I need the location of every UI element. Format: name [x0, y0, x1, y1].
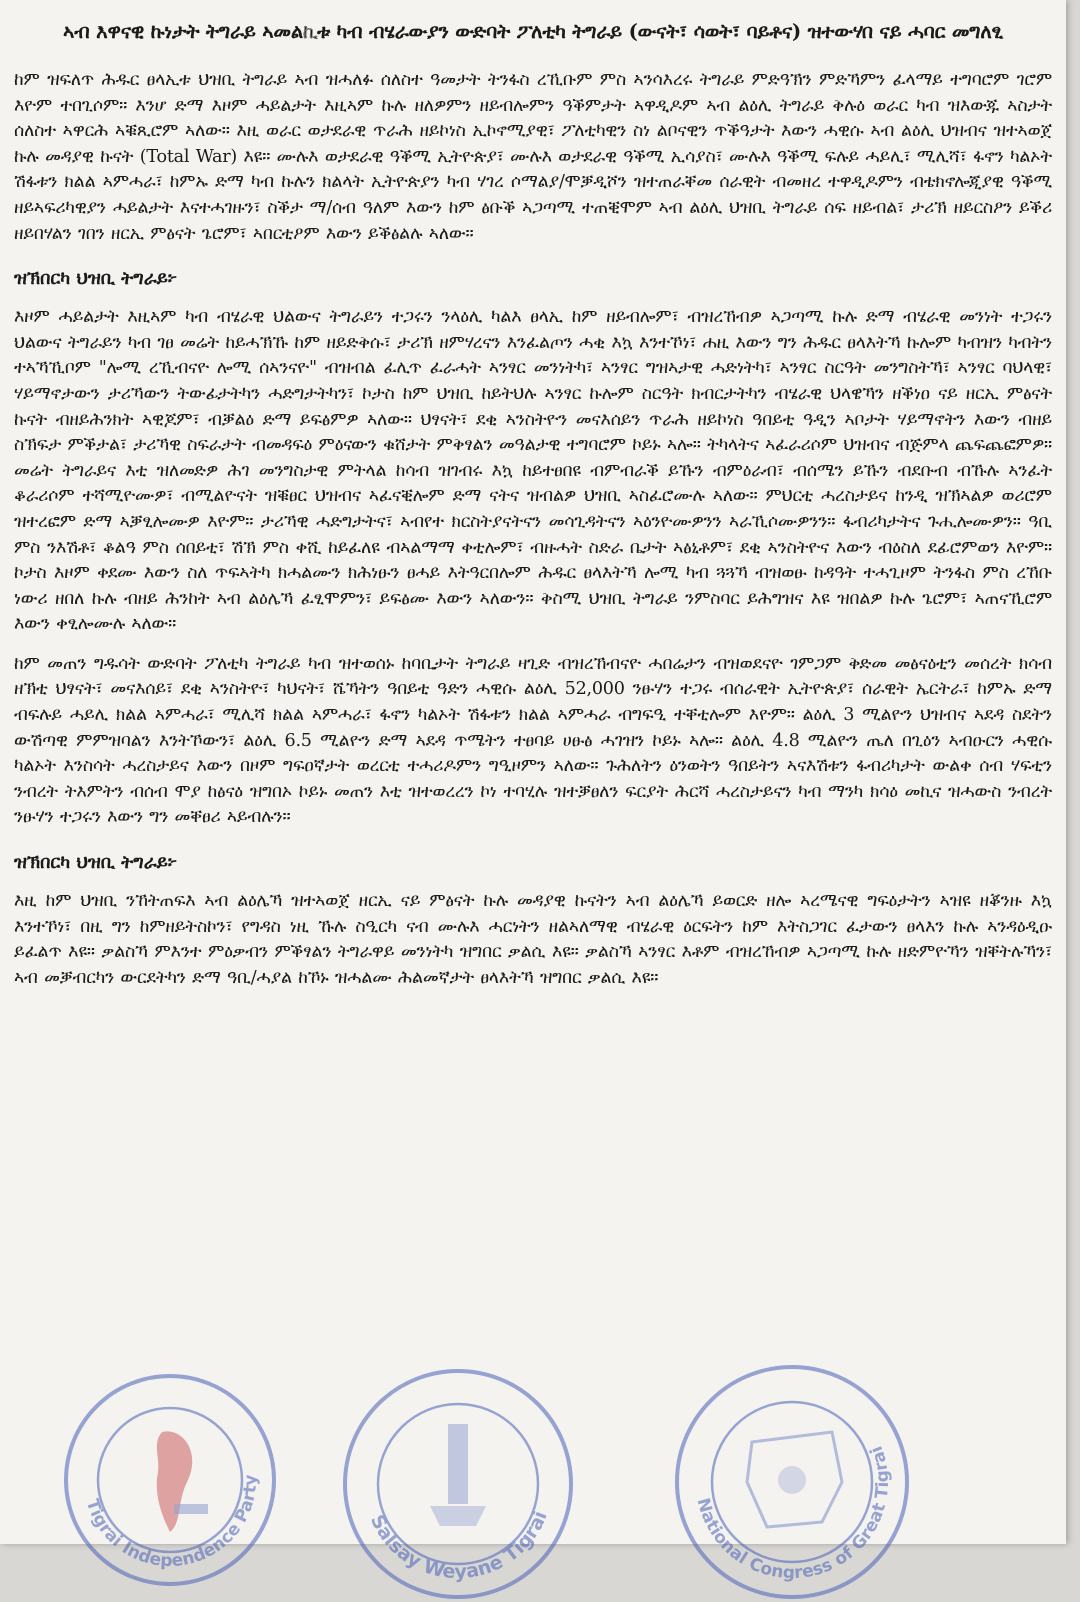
document-title: ኣብ እዋናዊ ኩነታት ትግራይ ኣመልኪቱ ካብ ብሄራውያን ውድባት ፖለቲካ ትግራይ (ውናት፣ ሳወት፣ ባይቶና) ዝተውሃበ ናይ ሓባር መግለፂ — [63, 20, 1003, 43]
salsay-weyane-tigrai-stamp — [340, 1366, 576, 1602]
stamp-3-text: National Congress of Great Tigrai — [692, 1443, 894, 1584]
paragraph-1: ከም ዝፍለጥ ሕዱር ፀላኢቱ ህዝቢ ትግራይ ኣብ ዝሓለፉ ሰለስተ ዓመታት ትንፋስ ረኺቡም ምስ ኣንሳእረሩ ትግራይ ምድዓኽን ምድኻምን ፈላማይ ተግባሮም ገሮም እዮም ተበጊሶም። እንሆ ድማ እዞም ሓይልታት እዚኣም ኩሉ ዘለዎምን ዘይብሎምን ዓቕምታት ኣዋዲዶም ኣብ ልዕሊ ትግራይ ቅሉዕ ወራር ካብ ዝእውጁ ኣስታት ሰለስተ ኣዋርሕ ኣቑጺሮም ኣለው። እዚ ወራር ወታደራዊ ጥራሕ ዘይኮነስ ኢኮኖሚያዊ፣ ፖለቲካዊን ስነ ልቦናዊን ጥቕዓታት እውን ሓዊሱ ኣብ ልዕሊ ህዝብና ዝተኣወጀ ኩሉ መዳያዊ ኩናት (Total War) እዩ። ሙሉእ ወታደራዊ ዓቕሚ ኢትዮጵያ፣ ሙሉእ ወታደራዊ ዓቕሚ ኢሳያስ፣ ሙሉእ ዓቕሚ ፍሉይ ሓይሊ፣ ሚሊሻ፣ ፋኖን ካልኦት ሽፋቱን ክልል ኣምሓራ፣ ከምኡ ድማ ካብ ኩሉን ክልላት ኢትዮጵያን ካብ ሃገረ ሶማልያ/ሞቓዲሾን ዝተጠራቐመ ሰራዊት ብመዘረ ተዋዲዶምን ብቴክኖሎጂያዊ ዓቕሚ ዘይኣፍሪካዊያን ሓይልታት እናተሓገዙን፣ ስቕታ ማ/ሰብ ዓለም እውን ከም ፅቡቕ ኣጋጣሚ ተጠቒሞም ኣብ ልዕሊ ህዝቢ ትግራይ ሰፍ ዘይብል፣ ታሪኽ ዘይርስዖን ይቕሪ ዘይበሃልን ገበን ዘርኢ ምፅናት ጌሮም፣ ኣበርቲዖም እውን ይቕፅልሉ ኣለው። — [14, 70, 1052, 244]
document-body — [14, 10, 1052, 1005]
stamp-2-text: Salsay Weyane Tigrai — [365, 1508, 552, 1584]
national-congress-of-great-tigrai-stamp — [672, 1362, 912, 1602]
tigrai-independence-party-stamp — [62, 1372, 278, 1588]
map-emblem-icon — [747, 1432, 842, 1527]
paragraph-2: እዞም ሓይልታት እዚኣም ካብ ብሄራዊ ህልውና ትግራይን ተጋሩን ንላዕሊ ካልእ ፀላኢ ከም ዘይብሎም፣ ብዝረኸብዎ ኣጋጣሚ ኩሉ ድማ ብሄራዊ መንነት ተጋሩን ህልውና ትግራይን ካብ ገፀ መሬት ከይሓኽኹ ከም ዘይድቅሱ፣ ታሪኽ ዘምሃረናን እንፈልጦን ሓቂ እኳ እንተኾነ፣ ሐዚ እውን ግን ሕዱር ፀላእትኻ ኩሎም ካብዝን ካብትን ተኣኻኺቦም "ሎሚ ረኺብናዮ ሎሚ ሰኣንናዮ" ብዝብል ፈሊጥ ፈራሓት ኣንፃር መንነትካ፣ ኣንፃር ግዝኣታዊ ሓድነትካ፣ ኣንፃር ስርዓት መንግስትኻ፣ ኣንፃር ባህላዊ፣ ሃይማኖታውን ታሪኻውን ትውፊታትካን ሓድግታትካን፣ ኮታስ ከም ህዝቢ ከይትህሉ ኣንፃር ኩሎም ስርዓት ክብርታትካን ብሄራዊ ህላዌኻን ዘቕነዐ ናይ ዘርኢ ምፅናት ኩናት ብዘይሕንክት ኣዊጆም፣ ብቓልዕ ድማ ይፍፅምዎ ኣለው። ህፃናት፣ ደቂ ኣንስትዮን መናእሰይን ጥራሕ ዘይኮነስ ዓበይቲ ዓዲን ኣቦታት ሃይማኖትን እውን ብዘይ ስኽፍታ ምቕታል፣ ታሪኻዊ ስፍራታት ብመዳፍዕ ምዕናውን ቁሸታት ምቅፃልን መዓልታዊ ተግባሮም ኮይኑ ኣሎ። ትካላትና ኣፈራሪሶም ህዝብና ብጅምላ ጨፍጨፎምዎ። መሬት ትግራይና እቲ ዝለመድዎ ሕገ መንግስታዊ ምትላል ከሳብ ዝገብሩ እኳ ከይተፀበዩ ብምብራቕ ይኹን ብምዕራብ፣ ብሰሜን ይኹን ብደቡብ ብኹሉ ኣንፈት ቆራሪሶም ተሻሚዮሙዎ፣ ብሚልዮናት ዝቑፀር ህዝብና ኣፈናቒሎም ድማ ናትና ዝብልዎ ህዝቢ ኣስፈሮሙሉ ኣለው። ምህርቲ ሓረስታይና ከንዲ ዝኽኣልዎ ወሪሮም ዝተረፎም ድማ ኣቓፂሎሙዎ እዮም። ታሪኻዊ ሓድግታትና፣ ኣብየተ ክርስትያናትናን መሳጊዳትናን ኣዕንዮሙዎንን ኣራኺሶሙዎንን። ፋብሪካታትና ጉሒሎሙዎን። ዓቢ ምስ ንእሽቶ፣ ቆልዓ ምስ ሰበይቲ፣ ሽኽ ምስ ቀሺ ከይፈለዩ ብኣልማማ ቀቲሎም፣ ብዙሓት ስድራ ቤታት ኣፅኒቶም፣ ደቂ ኣንስትዮና እውን ብዕስለ ደፊሮምወን እዮም። ኮታስ እዞም ቀደሙ እውን ስለ ጥፍኣትካ ክሓልሙን ክሕነፁን ፀሓይ እትዓርበሎም ሕዱር ፀላእትኻ ሎሚ ካብ ጓጓኻ ብዝወፁ ከዳዓት ተሓጊዞም ትንፋስ ምስ ረኸቡ ነውሪ ዘበለ ኩሉ ብዘይ ሕንከት ኣብ ልዕሌኻ ፈፂሞምን፣ ይፍፅሙ እውን ኣለውን። ቅስሚ ህዝቢ ትግራይ ንምስባር ይሕግዝና እዩ ዝበልዎ ኩሉ ጌሮም፣ ኣጠናኺሮም እውን ቀፂሎሙሉ ኣለው። — [14, 307, 1052, 635]
section-heading-2: ዝኽበርካ ህዝቢ ትግራይ፦ — [14, 852, 178, 874]
section-heading-1: ዝኽበርካ ህዝቢ ትግራይ፦ — [14, 268, 178, 290]
paragraph-3: ከም መጠን ግዱሳት ውድባት ፖለቲካ ትግራይ ካብ ዝተወሰኑ ከባቢታት ትግራይ ዛጊድ ብዝረኸብናዮ ሓበሬታን ብዝወደናዮ ገምጋም ቅድመ መፅናዕቲን መሰረት ክሳብ ዘኽቲ ህፃናት፣ መናእሰይ፣ ደቂ ኣንስትዮ፣ ካህናት፣ ሼኻትን ዓበይቲ ዓድን ሓዊሱ ልዕሊ 52,000 ንፁሃን ተጋሩ ብሰራዊት ኢትዮጵያ፣ ሰራዊት ኤርትራ፣ ከምኡ ድማ ብፍሉይ ሓይሊ ክልል ኣምሓራ፣ ሚሊሻ ክልል ኣምሓራ፣ ፋኖን ካልኦት ሽፋቱን ክልል ኣምሓራ ብግፍዒ ተቐቲሎም እዮም። ልዕሊ 3 ሚልዮን ህዝብና ኣደዳ ስደትን ውሽጣዊ ምምዝባልን እንትኾውን፣ ልዕሊ 6.5 ሚልዮን ድማ ኣደዳ ጥሜትን ተፀባይ ሀፁፅ ሓገዝን ኮይኑ ኣሎ። ልዕሊ 4.8 ሚልዮን ጤለ በጊዕን ኣብዑርን ሓዊሱ ካልኦት እንስሳት ሓረስታይና እውን በዞም ግፍዐኛታት ወረርቲ ተሓሪዶምን ግዒዞምን ኣለው። ጉሕለትን ዕንወትን ዓበይትን ኣናእሽቱን ፋብሪካታት ውልቀ ሰብ ሃፍቲን ንብረት ትእምትን ብሰብ ሞያ ከፅናዕ ዝግበኦ ኮይኑ መጠን እቲ ዝተወረረን ኮነ ተባሂሉ ዝተቓፀለን ፍርያት ሕርሻ ሓረስታይናን ካብ ማንካ ክሳዕ መኪና ዝሓውስ ንብረት ንፁሃን ተጋሩን እውን ግን መቐፀሪ ኣይብሉን። — [14, 653, 1052, 828]
obelisk-emblem-icon — [430, 1424, 486, 1526]
torch-emblem-icon — [157, 1431, 208, 1532]
stamp-1-text: Tigrai Independence Party — [81, 1474, 262, 1572]
paragraph-4: እዚ ከም ህዝቢ ንኸትጠፍእ ኣብ ልዕሌኻ ዝተኣወጀ ዘርኢ ናይ ምፅናት ኩሉ መዳያዊ ኩናትን ኣብ ልዕሌኻ ይወርድ ዘሎ ኣረሜናዊ ግፍዕታትን ኣዝዩ ዘቖንዙ እኳ እንተኾነ፣ በዚ ግን ከምዘይትስኮን፣ የግዳስ ነዚ ኹሉ ስዒርካ ናብ ሙሉእ ሓርነትን ዘልኣለማዊ ብሄራዊ ዕርፍትን ከም እትስጋገር ፈታውን ፀላእን ኩሉ ኣንዳዕዲዑ ይፈልጥ እዩ። ቃልስኻ ምእንተ ምዕቃብን ምቕፃልን ትግራዋይ መንነትካ ዝግበር ቃልሲ እዩ። ቃልስኻ ኣንፃር እቶም ብዝረኸብዎ ኣጋጣሚ ኩሉ ዘድምዮኻን ዝቐትሉኻን፣ ኣብ መቓብርካን ውርደትካን ድማ ዓቢ/ሓያል ከኾኑ ዝሓልሙ ሕልመኛታት ፀላእትኻ ዝግበር ቃልሲ እዩ። — [14, 891, 1052, 988]
